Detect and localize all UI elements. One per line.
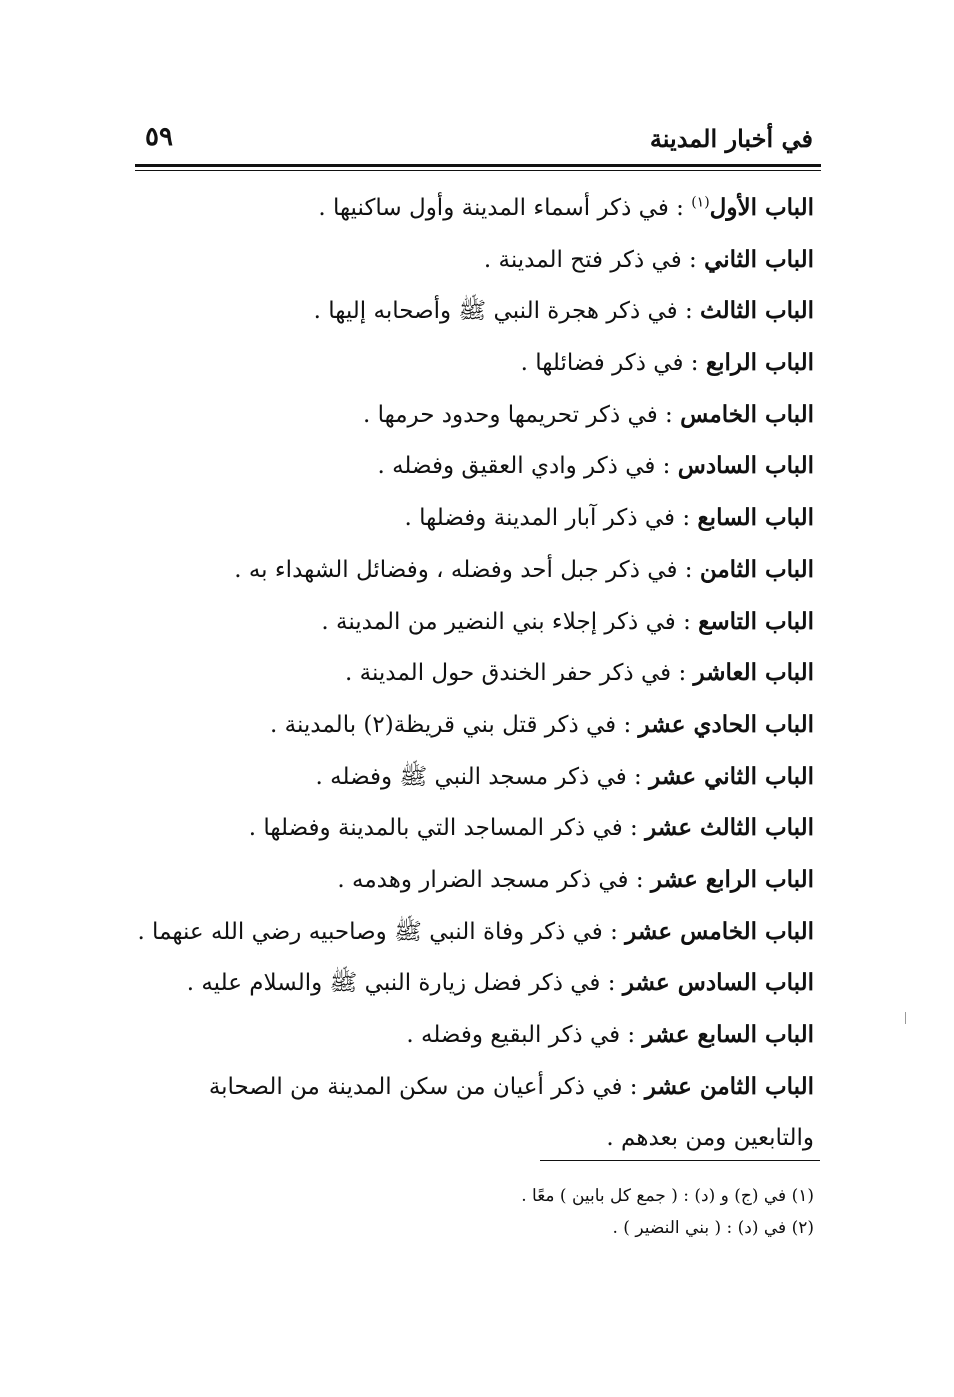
chapter-text: : في ذكر البقيع وفضله .	[406, 1022, 643, 1048]
chapter-text: : في ذكر فتح المدينة .	[483, 246, 705, 273]
chapter-item	[134, 234, 814, 286]
footnote-separator	[540, 1160, 820, 1161]
chapter-item	[134, 906, 814, 958]
chapter-label: الباب السابع	[697, 504, 814, 532]
chapter-label: الباب العاشر	[693, 659, 814, 687]
page-header	[135, 122, 813, 162]
chapter-text: : في ذكر مسجد النبي ﷺ وفضله .	[315, 763, 650, 790]
chapter-label: الباب الثامن عشر	[644, 1072, 814, 1100]
chapter-item	[134, 699, 814, 751]
footnote: (٢) في (د) : ( بني النضير ) .	[612, 1218, 814, 1238]
footnotes	[414, 1180, 814, 1244]
chapter-item	[134, 337, 814, 389]
header-rule-thin	[135, 170, 821, 171]
chapter-label: الباب الرابع	[705, 349, 814, 377]
chapter-item	[134, 596, 814, 648]
chapter-text: : في ذكر قتل بني قريظة(٢) بالمدينة .	[270, 711, 639, 738]
chapter-item	[134, 751, 814, 803]
chapter-text: : في ذكر فضل زيارة النبي ﷺ والسلام عليه .	[186, 970, 623, 997]
chapter-label: الباب الحادي عشر	[638, 710, 814, 738]
footnote: (١) في (ج) و (د) : ( جمع كل بابين ) معًا .	[521, 1186, 814, 1206]
chapter-item	[134, 492, 814, 544]
chapter-text: : في ذكر آبار المدينة وفضلها .	[404, 505, 698, 532]
chapter-item	[134, 802, 814, 854]
chapter-item	[134, 389, 814, 441]
running-title: في أخبار المدينة	[649, 124, 813, 153]
chapter-text: : في ذكر هجرة النبي ﷺ وأصحابه إليها .	[313, 298, 701, 325]
chapter-item	[134, 285, 814, 337]
chapter-label: الباب الأول	[709, 194, 814, 221]
chapter-label: الباب الثالث	[700, 297, 814, 325]
chapter-text: : في ذكر أسماء المدينة وأول ساكنيها .	[318, 195, 692, 221]
chapter-item	[134, 544, 814, 596]
chapter-item	[134, 854, 814, 906]
margin-mark	[905, 1012, 906, 1024]
chapter-label: الباب السابع عشر	[642, 1021, 814, 1048]
header-rule	[135, 164, 821, 167]
chapter-text: : في ذكر المساجد التي بالمدينة وفضلها .	[248, 815, 646, 842]
chapter-text: : في ذكر حفر الخندق حول المدينة .	[345, 660, 694, 687]
chapter-text: : في ذكر وادي العقيق وفضله .	[377, 453, 678, 480]
chapter-item	[134, 1061, 814, 1165]
chapter-label: الباب الثامن	[699, 555, 814, 583]
chapter-item	[134, 957, 814, 1009]
chapter-item	[134, 440, 814, 492]
page-number: ٥٩	[145, 122, 173, 152]
chapter-text: : في ذكر أعيان من سكن المدينة من الصحابة والتابعين ومن بعدهم .	[208, 1073, 814, 1152]
chapter-list	[134, 182, 814, 1165]
chapter-label: الباب الرابع عشر	[650, 865, 814, 893]
chapter-text: : في ذكر مسجد الضرار وهدمه .	[337, 866, 651, 893]
chapter-item	[134, 1009, 814, 1061]
chapter-label: الباب الثاني عشر	[649, 762, 814, 790]
chapter-label: الباب السادس	[677, 452, 814, 480]
chapter-text: : في ذكر جبل أحد وفضله ، وفضائل الشهداء به .	[234, 556, 700, 583]
chapter-label: الباب الخامس عشر	[625, 917, 814, 945]
chapter-item	[134, 182, 814, 234]
chapter-label: الباب الثالث عشر	[645, 814, 814, 842]
chapter-text: : في ذكر وفاة النبي ﷺ وصاحبيه رضي الله عنهما .	[137, 918, 626, 945]
chapter-label: الباب الخامس	[680, 400, 814, 428]
chapter-item	[134, 647, 814, 699]
chapter-label: الباب السادس عشر	[622, 969, 814, 997]
footnote-ref: (١)	[691, 194, 710, 211]
chapter-text: : في ذكر إجلاء بني النضير من المدينة .	[321, 608, 699, 635]
chapter-text: : في ذكر تحريمها وحدود حرمها .	[362, 401, 681, 428]
chapter-label: الباب الثاني	[704, 245, 814, 273]
chapter-label: الباب التاسع	[698, 607, 814, 635]
chapter-text: : في ذكر فضائلها .	[520, 350, 706, 377]
